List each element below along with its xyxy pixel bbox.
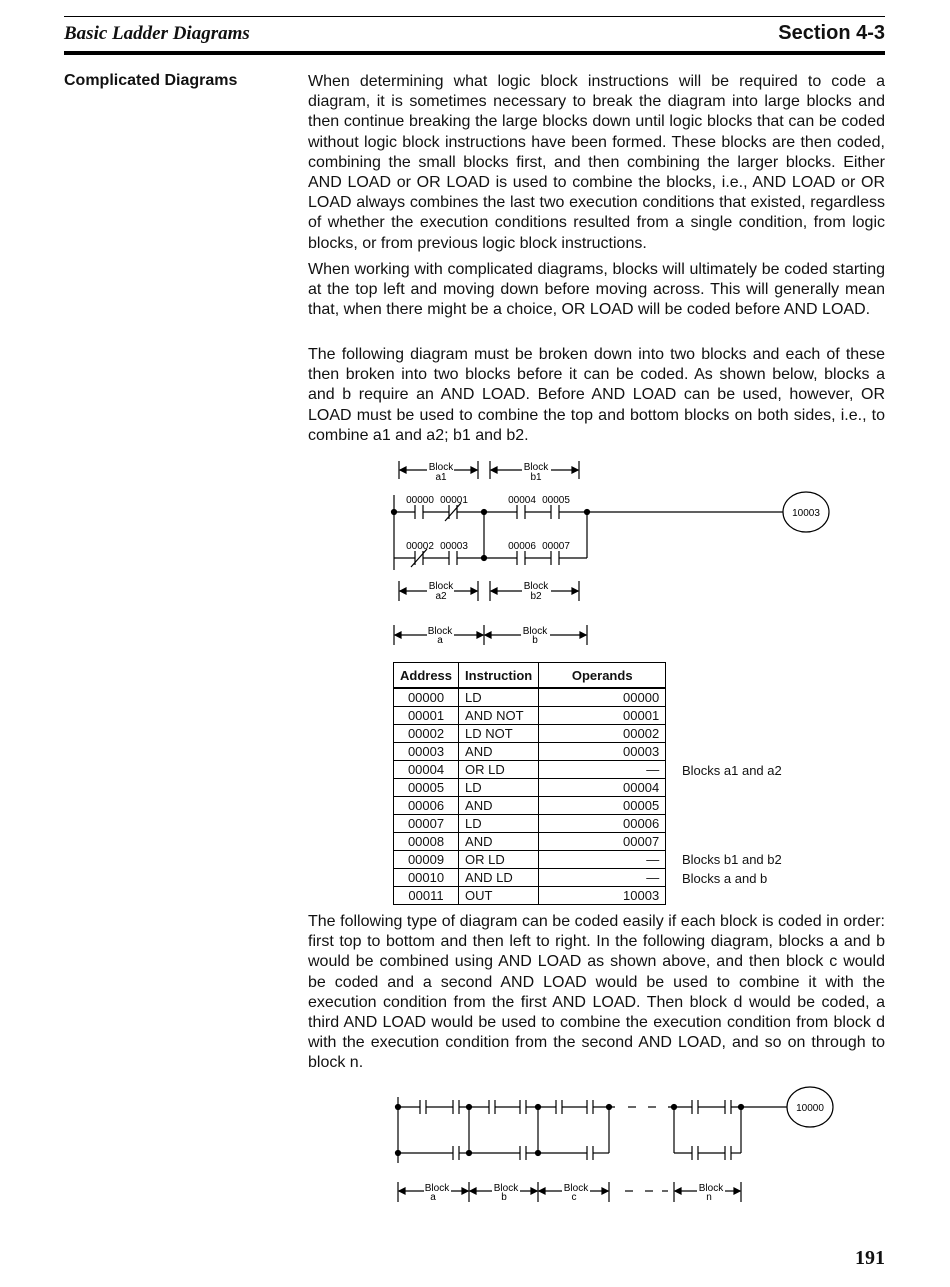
mnemonic-table <box>393 662 666 905</box>
table-row <box>394 761 666 779</box>
cell-address: 00009 <box>394 851 459 869</box>
contact-label-00002: 00002 <box>406 541 434 552</box>
block-label-b1: b1 <box>530 472 542 483</box>
cell-operand: — <box>539 851 666 869</box>
cell-instruction: OR LD <box>459 761 539 779</box>
cell-instruction: AND NOT <box>459 707 539 725</box>
cell-instruction: LD <box>459 779 539 797</box>
cell-operand: — <box>539 869 666 887</box>
cell-operand: 00006 <box>539 815 666 833</box>
cell-instruction: OR LD <box>459 851 539 869</box>
cell-instruction: OUT <box>459 887 539 905</box>
contact-label-00001: 00001 <box>440 495 468 506</box>
contact-label-00000: 00000 <box>406 495 434 506</box>
cell-instruction: AND LD <box>459 869 539 887</box>
table-header-row <box>394 663 666 689</box>
block-label-a1: a1 <box>435 472 447 483</box>
cell-address: 00011 <box>394 887 459 905</box>
block-bracket-a1 <box>399 461 478 483</box>
table-row <box>394 779 666 797</box>
block-bracket-b <box>485 625 587 646</box>
cell-operand: 00001 <box>539 707 666 725</box>
table-row <box>394 833 666 851</box>
table-row <box>394 707 666 725</box>
block-label-word: Block <box>428 581 454 592</box>
paragraph-4: The following type of diagram can be coded easily if each block is coded in order: first top to bottom and then left to right. In the following diagram, blocks a and b would be combined using AND LOAD as shown above, and then block c would be coded and a second AND LOAD would be used to combine it with the execution condition from the first AND LOAD. Then block d would be coded, a third AND LOAD would be used to combine the execution condition from block d with the execution condition from the second AND LOAD, and so on through to block n. <box>308 913 885 1072</box>
cell-address: 00003 <box>394 743 459 761</box>
table-row <box>394 743 666 761</box>
contact-label-00006: 00006 <box>508 541 536 552</box>
table-row <box>394 851 666 869</box>
output-label-10003: 10003 <box>792 508 820 519</box>
cell-instruction: LD <box>459 815 539 833</box>
cell-instruction: AND <box>459 797 539 815</box>
block-bracket-n <box>674 1182 741 1203</box>
contact-label-00003: 00003 <box>440 541 468 552</box>
block-label-word: Block <box>428 462 454 473</box>
cell-address: 00008 <box>394 833 459 851</box>
cell-instruction: LD <box>459 688 539 707</box>
block-label-word: Block <box>523 462 549 473</box>
block-label-b: b <box>532 635 538 646</box>
cell-operand: 00004 <box>539 779 666 797</box>
table-note-blocks-b1-b2: Blocks b1 and b2 <box>682 852 782 867</box>
header-chapter-title: Basic Ladder Diagrams <box>64 23 250 44</box>
cell-operand: 00002 <box>539 725 666 743</box>
block-label-word: Block <box>427 626 453 637</box>
table-row <box>394 725 666 743</box>
cell-operand: 10003 <box>539 887 666 905</box>
cell-address: 00007 <box>394 815 459 833</box>
header-section-number: Section 4-3 <box>778 22 885 44</box>
cell-instruction: LD NOT <box>459 725 539 743</box>
paragraph-3: The following diagram must be broken down into two blocks and each of these then broken into two blocks before it can be coded. As shown below, blocks a and b require an AND LOAD. Before AND LOAD can be used, however, OR LOAD must be used to combine the top and bottom blocks on both sides, i.e., to combine a1 and a2; b1 and b2. <box>308 346 885 444</box>
table-row <box>394 815 666 833</box>
contact-label-00004: 00004 <box>508 495 536 506</box>
block-label-b: b <box>501 1192 507 1203</box>
cell-address: 00005 <box>394 779 459 797</box>
page-header <box>64 16 885 55</box>
block-label-word: Block <box>522 626 548 637</box>
table-row <box>394 797 666 815</box>
cell-operand: 00005 <box>539 797 666 815</box>
paragraph-2: When working with complicated diagrams, blocks will ultimately be coded starting at the top left and moving down before moving across. This will generally mean that, when there might be a choice, OR LOAD will be coded before AND LOAD. <box>308 261 885 319</box>
block-bracket-a <box>394 625 484 646</box>
block-bracket-b <box>470 1182 538 1203</box>
table-note-blocks-a-b: Blocks a and b <box>682 871 768 886</box>
cell-address: 00006 <box>394 797 459 815</box>
block-label-word: Block <box>523 581 549 592</box>
cell-operand: 00000 <box>539 688 666 707</box>
table-row <box>394 887 666 905</box>
block-bracket-b2 <box>490 581 579 602</box>
ladder-diagram-1 <box>0 455 950 655</box>
block-label-a: a <box>430 1192 436 1203</box>
page-number: 191 <box>855 1247 885 1269</box>
block-bracket-b1 <box>490 461 579 483</box>
ladder-rungs <box>396 1097 788 1163</box>
block-label-word: Block <box>563 1183 589 1194</box>
block-label-word: Block <box>698 1183 724 1194</box>
paragraph-1: When determining what logic block instructions will be required to code a diagram, it is sometimes necessary to break the diagram into large blocks and then continue breaking the large blocks down until logic blocks that can be coded without logic block instructions have been formed. These blocks are then coded, combining the small blocks first, and then combining the larger blocks. Either AND LOAD or OR LOAD is used to combine the blocks, i.e., AND LOAD or OR LOAD always combines the last two execution conditions that existed, regardless of whether the execution conditions resulted from a single condition, from logic blocks, or from previous logic block instructions. <box>308 73 885 252</box>
cell-operand: — <box>539 761 666 779</box>
block-bracket-c <box>539 1182 609 1203</box>
block-label-b2: b2 <box>530 591 542 602</box>
column-header-instruction: Instruction <box>459 663 539 689</box>
cell-address: 00004 <box>394 761 459 779</box>
ladder-rungs <box>392 495 784 570</box>
table-row <box>394 688 666 707</box>
cell-operand: 00007 <box>539 833 666 851</box>
cell-instruction: AND <box>459 833 539 851</box>
block-bracket-a2 <box>399 581 478 602</box>
block-label-word: Block <box>493 1183 519 1194</box>
cell-address: 00000 <box>394 688 459 707</box>
column-header-operands: Operands <box>539 663 666 689</box>
block-label-word: Block <box>424 1183 450 1194</box>
table-row <box>394 869 666 887</box>
contact-label-00005: 00005 <box>542 495 570 506</box>
contact-label-00007: 00007 <box>542 541 570 552</box>
ladder-diagram-2 <box>0 1085 950 1215</box>
column-header-address: Address <box>394 663 459 689</box>
block-bracket-a <box>398 1182 469 1203</box>
cell-address: 00001 <box>394 707 459 725</box>
block-label-a: a <box>437 635 443 646</box>
cell-instruction: AND <box>459 743 539 761</box>
table-note-blocks-a1-a2: Blocks a1 and a2 <box>682 763 782 778</box>
output-label-10000: 10000 <box>796 1103 824 1114</box>
cell-operand: 00003 <box>539 743 666 761</box>
block-label-n: n <box>706 1192 712 1203</box>
block-label-a2: a2 <box>435 591 447 602</box>
cell-address: 00010 <box>394 869 459 887</box>
side-heading: Complicated Diagrams <box>64 72 238 89</box>
block-label-c: c <box>571 1192 577 1203</box>
cell-address: 00002 <box>394 725 459 743</box>
